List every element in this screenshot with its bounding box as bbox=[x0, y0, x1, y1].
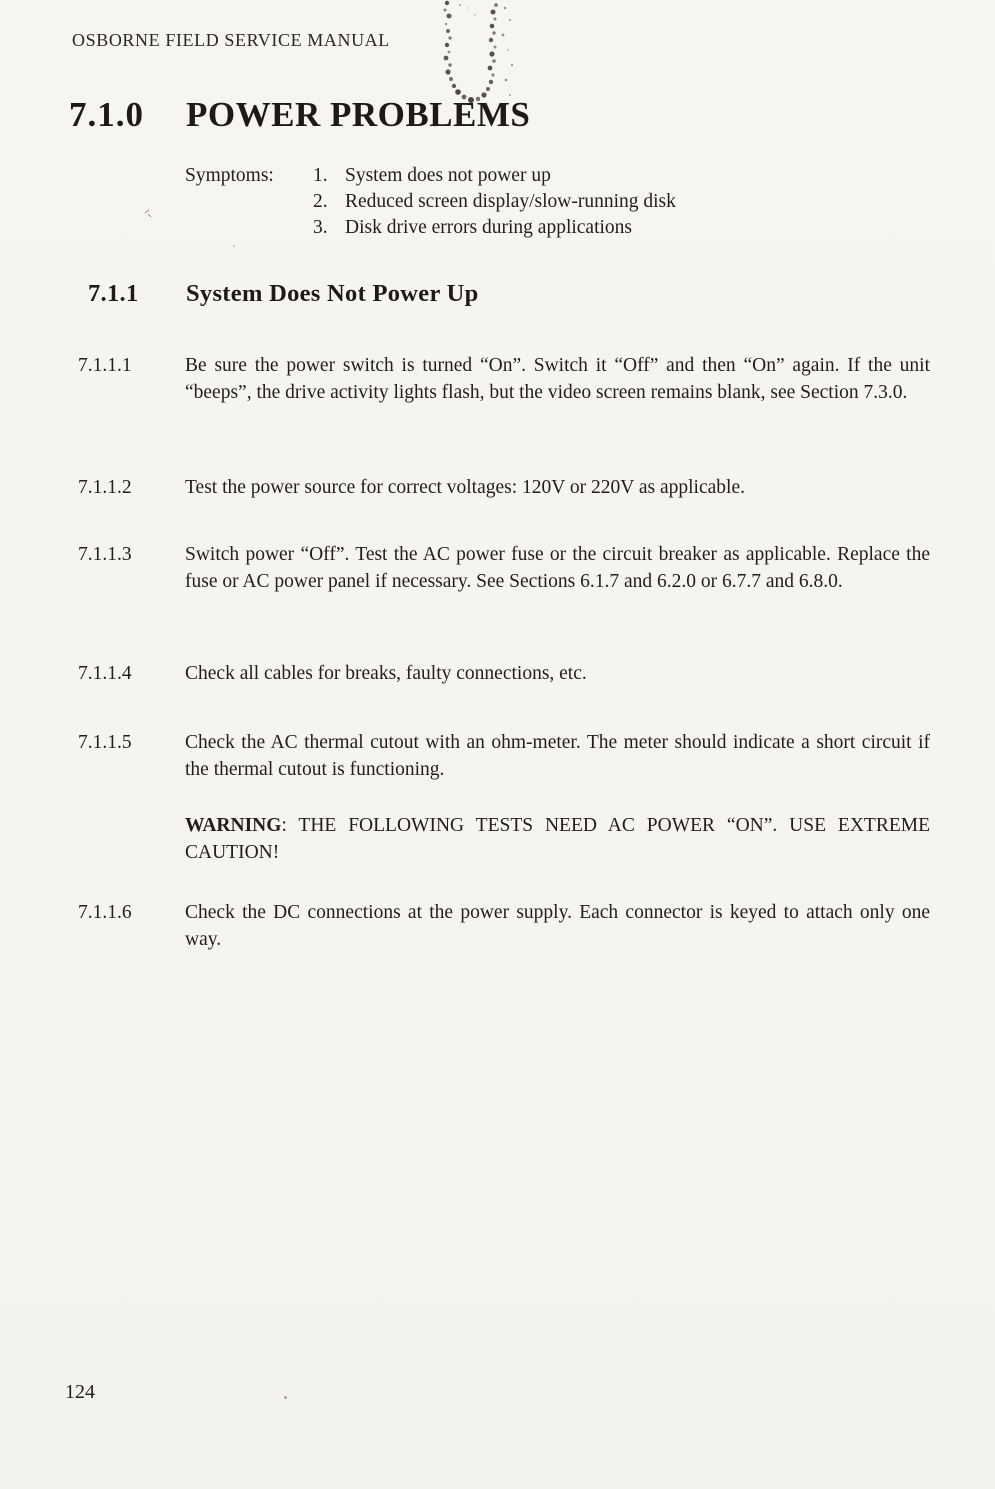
paragraph bbox=[78, 899, 930, 953]
paragraph bbox=[78, 729, 930, 783]
paragraph-number: 7.1.1.5 bbox=[78, 732, 132, 753]
section-number: 7.1.1 bbox=[88, 280, 139, 307]
symptoms-label: Symptoms: bbox=[185, 165, 274, 186]
chapter-heading bbox=[69, 95, 530, 135]
item-text: Disk drive errors during applications bbox=[345, 217, 633, 238]
item-text: Reduced screen display/slow-running disk bbox=[345, 191, 676, 212]
paragraph bbox=[78, 660, 930, 687]
list-item bbox=[313, 163, 676, 189]
paper-speck bbox=[233, 245, 235, 247]
paragraph-text: Test the power source for correct voltages: 120V or 220V as applicable. bbox=[185, 477, 745, 498]
item-number: 1. bbox=[313, 165, 328, 186]
page-number: 124 bbox=[65, 1381, 95, 1403]
paragraph-text: Check the AC thermal cutout with an ohm-meter. The meter should indicate a short circuit if the thermal cutout is functioning. bbox=[185, 732, 930, 780]
list-item bbox=[313, 189, 676, 215]
paragraph-number: 7.1.1.6 bbox=[78, 902, 132, 923]
running-header: OSBORNE FIELD SERVICE MANUAL bbox=[72, 30, 390, 50]
pencil-mark bbox=[142, 207, 160, 223]
section-title: System Does Not Power Up bbox=[186, 280, 479, 307]
paragraph bbox=[78, 474, 930, 501]
item-text: System does not power up bbox=[345, 165, 551, 186]
paragraph-text: Be sure the power switch is turned “On”. Switch it “Off” and then “On” again. If the unit “beeps”, the drive activity lights flash, but the video screen remains blank, see Section 7.3.0. bbox=[185, 355, 930, 403]
paragraph-number: 7.1.1.1 bbox=[78, 355, 132, 376]
item-number: 3. bbox=[313, 217, 328, 238]
chapter-title: POWER PROBLEMS bbox=[186, 95, 531, 134]
warning-label: WARNING bbox=[185, 815, 282, 836]
symptoms-block bbox=[185, 163, 676, 241]
chapter-number: 7.1.0 bbox=[69, 95, 144, 134]
paper-speck bbox=[284, 1396, 287, 1399]
warning-note bbox=[185, 812, 930, 866]
section-heading bbox=[88, 280, 479, 308]
paragraph-number: 7.1.1.4 bbox=[78, 663, 132, 684]
paragraph bbox=[78, 352, 930, 406]
list-item bbox=[313, 215, 676, 241]
paragraph-text: Switch power “Off”. Test the AC power fuse or the circuit breaker as applicable. Replace the fuse or AC power panel if necessary. See Sections 6.1.7 and 6.2.0 or 6.7.7 and 6.8.0. bbox=[185, 544, 930, 592]
item-number: 2. bbox=[313, 191, 328, 212]
paragraph-number: 7.1.1.3 bbox=[78, 544, 132, 565]
symptoms-list bbox=[313, 163, 676, 241]
warning-text: : THE FOLLOWING TESTS NEED AC POWER “ON”. USE EXTREME CAUTION! bbox=[185, 815, 930, 863]
paragraph bbox=[78, 541, 930, 595]
paragraph-number: 7.1.1.2 bbox=[78, 477, 132, 498]
paragraph-text: Check all cables for breaks, faulty connections, etc. bbox=[185, 663, 587, 684]
paragraph-text: Check the DC connections at the power supply. Each connector is keyed to attach only one way. bbox=[185, 902, 930, 950]
